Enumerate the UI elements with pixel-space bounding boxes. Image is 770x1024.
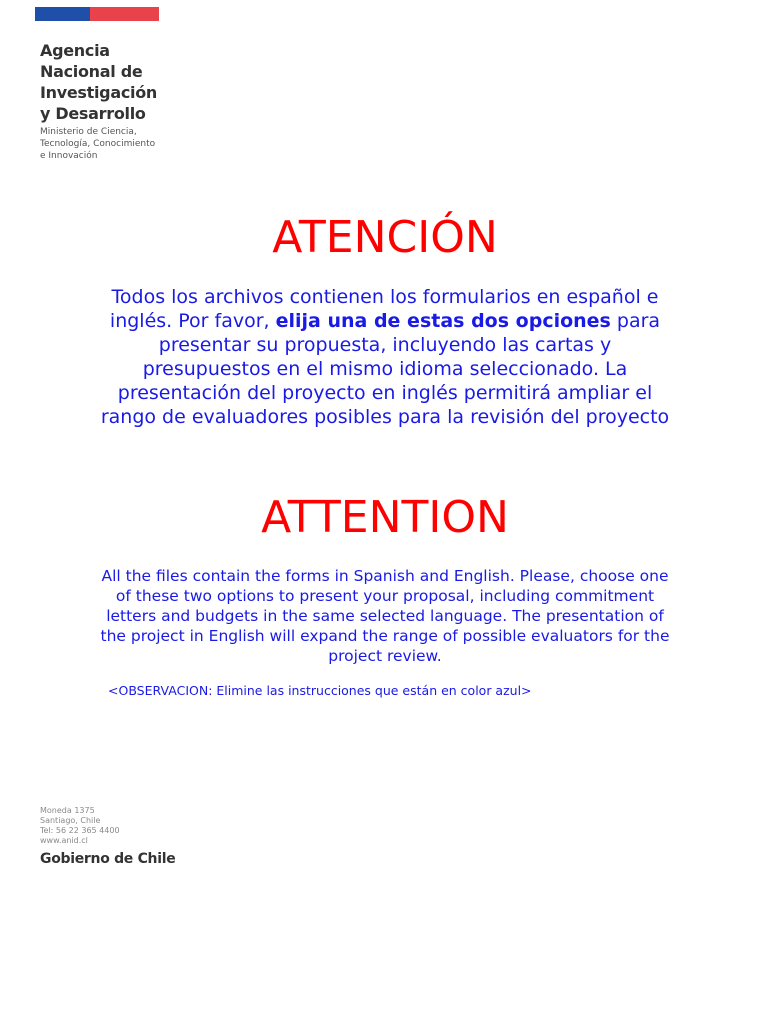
address-line: Santiago, Chile [40,816,101,825]
ministry-line: e Innovación [40,151,98,161]
agency-line: y Desarrollo [40,104,146,123]
agency-line: Nacional de [40,62,143,81]
agency-logo-text [40,40,157,124]
spanish-text-bold: elija una de estas dos opciones [275,310,611,332]
heading-atencion: ATENCIÓN [272,212,498,263]
flag-red-segment [90,7,159,21]
heading-attention: ATTENTION [261,492,509,543]
spanish-text-before: Todos los archivos contienen los formularios en español e inglés. Por favor, [109,286,659,332]
agency-line: Agencia [40,41,110,60]
footer-address [40,806,120,846]
address-line: Tel: 56 22 365 4400 [40,826,120,835]
address-line: Moneda 1375 [40,806,95,815]
ministry-line: Tecnología, Conocimiento [40,139,156,149]
flag-blue-segment [35,7,90,21]
address-line: www.anid.cl [40,836,88,845]
observation-note: <OBSERVACION: Elimine las instrucciones que están en color azul> [108,683,532,698]
english-instructions: All the files contain the forms in Spanish and English. Please, choose one of these two options to present your proposal, including commitment letters and budgets in the same selected language. The presentation of the project in English will expand the range of possible evaluators for the project review. [100,567,670,665]
ministry-text [40,126,155,162]
agency-line: Investigación [40,83,157,102]
government-logo-text: Gobierno de Chile [40,851,176,867]
ministry-line: Ministerio de Ciencia, [40,127,137,137]
spanish-text-after: para presentar su propuesta, incluyendo las cartas y presupuestos en el mismo idioma seleccionado. La presentación del proyecto en inglés permitirá ampliar el rango de evaluadores posibles para la revisión del proyecto [100,310,670,428]
chile-flag-stripe [35,7,159,21]
spanish-instructions [100,285,670,429]
